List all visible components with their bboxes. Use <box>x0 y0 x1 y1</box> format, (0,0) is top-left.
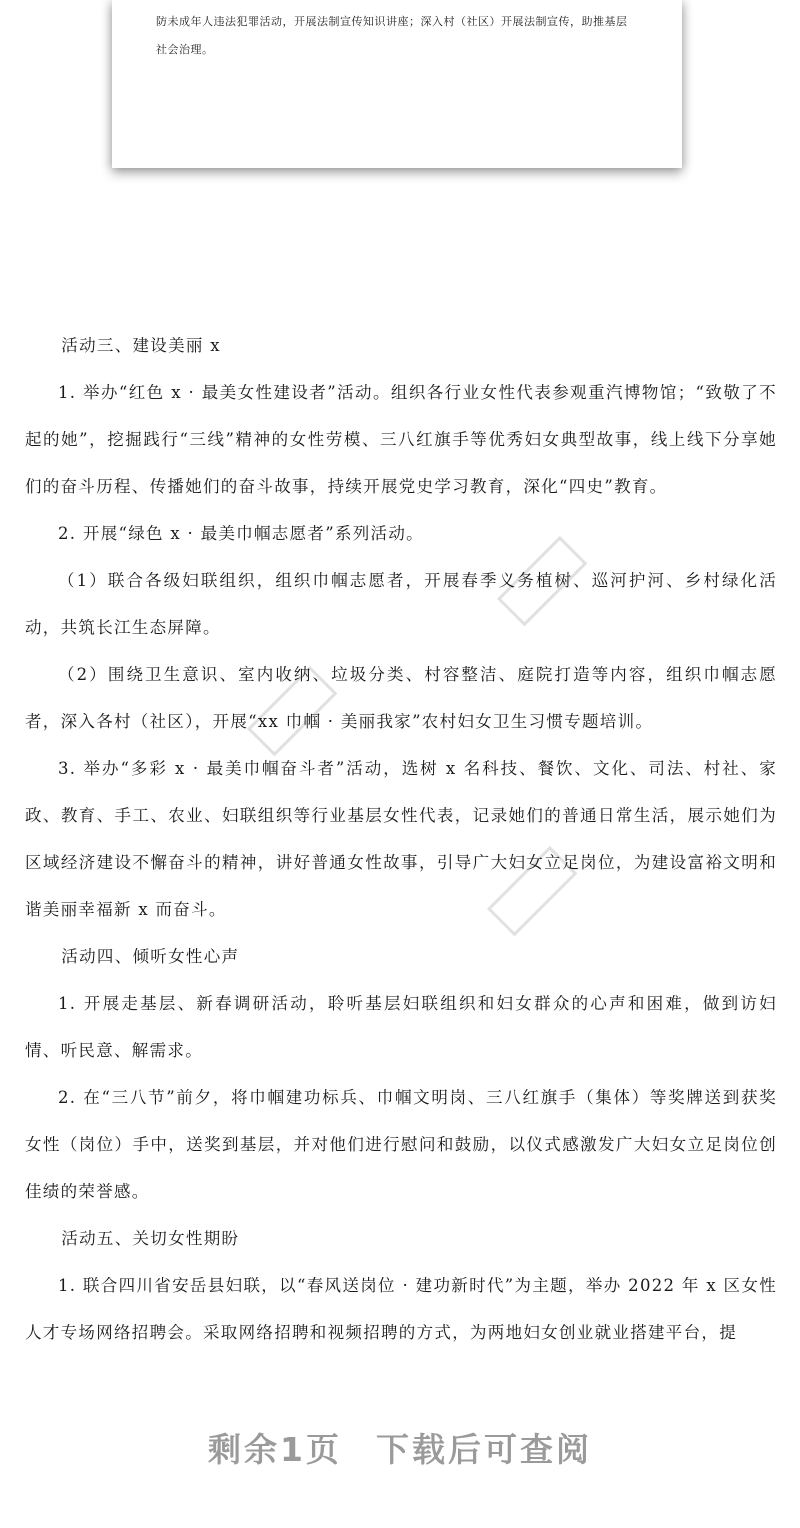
paragraph: 1. 联合四川省安岳县妇联，以“春风送岗位 · 建功新时代”为主题，举办 2022 年 x 区女性人才专场网络招聘会。采取网络招聘和视频招聘的方式，为两地妇女创业就业搭建平台，提 <box>25 1276 777 1342</box>
remaining-pages-label: 剩余1页 <box>208 1430 342 1469</box>
paragraph: 3. 举办“多彩 x · 最美巾帼奋斗者”活动，选树 x 名科技、餐饮、文化、司法、村社、家政、教育、手工、农业、妇联组织等行业基层女性代表，记录她们的普通日常生活，展示她们为区域经济建设不懈奋斗的精神，讲好普通女性故事，引导广大妇女立足岗位，为建设富裕文明和谐美丽幸福新 x 而奋斗。 <box>25 759 777 919</box>
section-heading: 活动三、建设美丽 x <box>61 336 221 355</box>
document-body <box>25 322 777 1356</box>
download-prompt[interactable] <box>0 1420 800 1480</box>
preview-line: 防未成年人违法犯罪活动，开展法制宣传知识讲座；深入村（社区）开展法制宣传，助推基层 <box>156 15 628 28</box>
preview-text <box>156 8 656 64</box>
preview-line: 社会治理。 <box>156 43 214 56</box>
preview-page-card <box>112 0 682 168</box>
paragraph: 1. 开展走基层、新春调研活动，聆听基层妇联组织和妇女群众的心声和困难，做到访妇情、听民意、解需求。 <box>25 994 777 1060</box>
paragraph: 2. 开展“绿色 x · 最美巾帼志愿者”系列活动。 <box>58 524 424 543</box>
paragraph: 2. 在“三八节”前夕，将巾帼建功标兵、巾帼文明岗、三八红旗手（集体）等奖牌送到获奖女性（岗位）手中，送奖到基层，并对他们进行慰问和鼓励，以仪式感激发广大妇女立足岗位创佳绩的荣誉感。 <box>25 1088 777 1201</box>
section-heading: 活动四、倾听女性心声 <box>61 947 240 966</box>
paragraph: （1）联合各级妇联组织，组织巾帼志愿者，开展春季义务植树、巡河护河、乡村绿化活动，共筑长江生态屏障。 <box>25 571 777 637</box>
section-heading: 活动五、关切女性期盼 <box>61 1229 240 1248</box>
download-to-view-label: 下载后可查阅 <box>375 1430 592 1469</box>
paragraph: 1. 举办“红色 x · 最美女性建设者”活动。组织各行业女性代表参观重汽博物馆；“致敬了不起的她”，挖掘践行“三线”精神的女性劳模、三八红旗手等优秀妇女典型故事，线上线下分享她们的奋斗历程、传播她们的奋斗故事，持续开展党史学习教育，深化“四史”教育。 <box>25 383 777 496</box>
paragraph: （2）围绕卫生意识、室内收纳、垃圾分类、村容整洁、庭院打造等内容，组织巾帼志愿者，深入各村（社区），开展“xx 巾帼 · 美丽我家”农村妇女卫生习惯专题培训。 <box>25 665 777 731</box>
